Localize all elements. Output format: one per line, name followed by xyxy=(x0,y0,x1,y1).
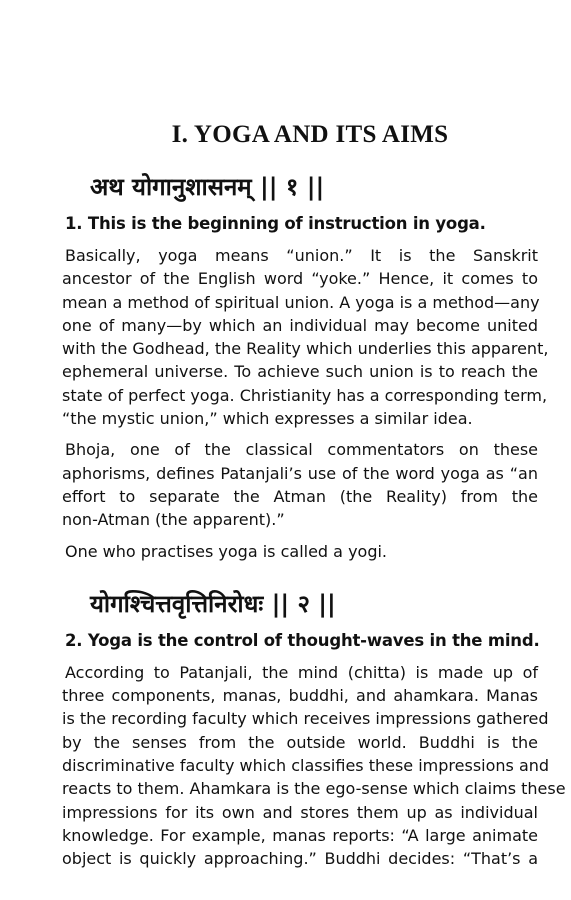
sutra-2-translation: 2. Yoga is the control of thought-waves in the mind. xyxy=(65,630,540,650)
sutra-1-devanagari: अथ योगानुशासनम् || १ || xyxy=(90,173,325,201)
paragraph-line: ephemeral universe. To achieve such union is to reach the xyxy=(62,362,538,382)
paragraph-line: Bhoja, one of the classical commentators on these xyxy=(65,440,538,460)
paragraph-line: mean a method of spiritual union. A yoga is a method—any xyxy=(62,292,540,312)
paragraph-line: by the senses from the outside world. Buddhi is the xyxy=(62,732,538,752)
paragraph-line: three components, manas, buddhi, and ahamkara. Manas xyxy=(62,686,538,706)
paragraph-line: ancestor of the English word “yoke.” Hence, it comes to xyxy=(62,269,538,289)
paragraph-4 xyxy=(62,661,566,871)
paragraph-line: According to Patanjali, the mind (chitta) is made up of xyxy=(65,662,538,682)
paragraph-line: One who practises yoga is called a yogi. xyxy=(65,541,388,561)
paragraph-3 xyxy=(62,540,538,563)
paragraph-line: Basically, yoga means “union.” It is the Sanskrit xyxy=(65,246,538,265)
paragraph-line: is the recording faculty which receives impressions gathered xyxy=(62,709,549,729)
paragraph-line: state of perfect yoga. Christianity has a corresponding term, xyxy=(62,385,548,405)
chapter-title: I. YOGA AND ITS AIMS xyxy=(171,121,449,148)
paragraph-1 xyxy=(62,244,549,430)
paragraph-line: impressions for its own and stores them up as individual xyxy=(62,802,538,822)
paragraph-line: discriminative faculty which classifies these impressions and xyxy=(62,756,550,776)
paragraph-2 xyxy=(62,438,538,531)
paragraph-line: object is quickly approaching.” Buddhi decides: “That’s a xyxy=(62,849,538,869)
sutra-2-devanagari: योगश्चित्तवृत्तिनिरोधः || २ || xyxy=(90,589,336,618)
paragraph-line: aphorisms, defines Patanjali’s use of the word yoga as “an xyxy=(62,463,538,483)
paragraph-line: with the Godhead, the Reality which underlies this apparent, xyxy=(62,339,549,359)
paragraph-line: one of many—by which an individual may become united xyxy=(62,315,538,335)
paragraph-line: reacts to them. Ahamkara is the ego-sense which claims these xyxy=(62,779,566,799)
paragraph-line: “the mystic union,” which expresses a similar idea. xyxy=(62,409,473,429)
paragraph-line: effort to separate the Atman (the Reality) from the xyxy=(62,486,538,506)
paragraph-line: non-Atman (the apparent).” xyxy=(62,510,285,530)
paragraph-line: knowledge. For example, manas reports: “A large animate xyxy=(62,825,538,845)
book-page xyxy=(62,118,566,871)
sutra-1-translation: 1. This is the beginning of instruction in yoga. xyxy=(65,214,486,233)
